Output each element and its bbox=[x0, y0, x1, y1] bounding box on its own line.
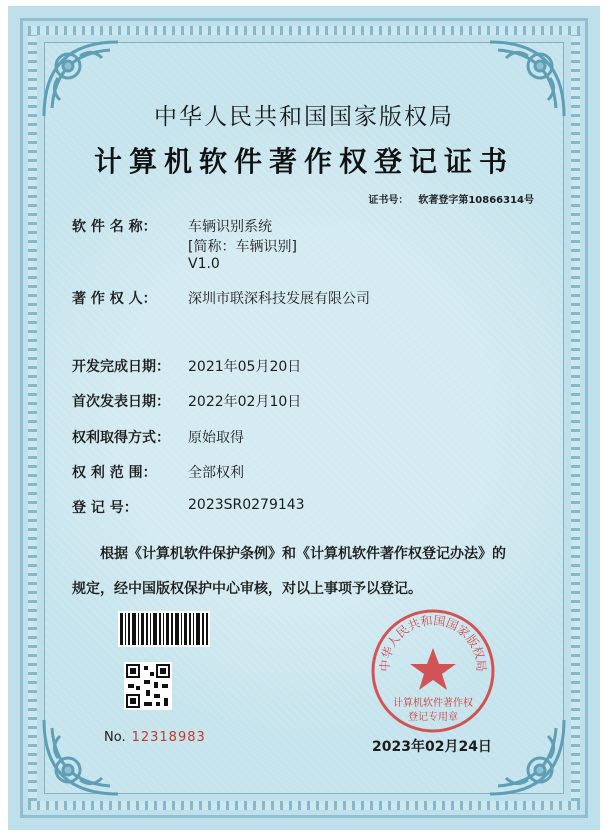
field-label: 开发完成日期： bbox=[72, 359, 170, 375]
field-publish-date bbox=[72, 391, 302, 411]
field-rights-scope bbox=[72, 462, 244, 482]
certificate-number bbox=[368, 191, 534, 206]
barcode bbox=[118, 611, 210, 647]
field-value: 2022年02月10日 bbox=[188, 394, 302, 410]
field-label: 权利取得方式： bbox=[72, 430, 170, 446]
serial-value: 12318983 bbox=[131, 730, 206, 745]
certificate-title: 计算机软件著作权登记证书 bbox=[93, 145, 514, 178]
serial-prefix: No. bbox=[104, 730, 126, 745]
seal-line-2: 登记专用章 bbox=[408, 712, 458, 723]
seal-ring-text: 中华人民共和国国家版权局 bbox=[377, 613, 489, 673]
statement-line-2: 规定，经中国版权保护中心审核，对以上事项予以登记。 bbox=[72, 581, 422, 597]
official-seal bbox=[368, 606, 498, 736]
certificate-number-label: 证书号： bbox=[368, 195, 409, 206]
field-label: 著 作 权 人： bbox=[72, 291, 157, 307]
field-acquisition-method bbox=[72, 427, 244, 447]
field-label: 软 件 名 称： bbox=[72, 219, 157, 235]
corner-ornament-bottom-left bbox=[38, 714, 124, 800]
field-value: 车辆识别系统 bbox=[188, 219, 272, 235]
field-label: 权 利 范 围： bbox=[72, 465, 157, 481]
field-software-name bbox=[72, 216, 272, 236]
issuing-authority: 中华人民共和国国家版权局 bbox=[154, 104, 454, 130]
field-value: 原始取得 bbox=[188, 430, 244, 446]
statement-line-1: 根据《计算机软件保护条例》和《计算机软件著作权登记办法》的 bbox=[100, 546, 506, 562]
certificate-sheet bbox=[8, 6, 600, 830]
field-registration-number bbox=[72, 497, 305, 517]
qr-code bbox=[124, 662, 172, 710]
field-value: 2021年05月20日 bbox=[188, 359, 302, 375]
field-completion-date bbox=[72, 356, 302, 376]
seal-line-1: 计算机软件著作权 bbox=[393, 698, 473, 709]
certificate-number-value: 软著登字第10866314号 bbox=[418, 195, 534, 206]
serial-number bbox=[104, 730, 206, 745]
field-value: 全部权利 bbox=[188, 465, 244, 481]
field-copyright-owner bbox=[72, 288, 370, 308]
star-icon bbox=[410, 648, 456, 690]
software-short-name: [简称：车辆识别] bbox=[188, 239, 297, 255]
field-value: 深圳市联深科技发展有限公司 bbox=[188, 291, 370, 307]
software-version: V1.0 bbox=[188, 256, 220, 272]
field-label: 登 记 号： bbox=[72, 500, 138, 516]
field-label: 首次发表日期： bbox=[72, 394, 170, 410]
field-value: 2023SR0279143 bbox=[188, 497, 305, 513]
issue-date: 2023年02月24日 bbox=[372, 739, 492, 755]
